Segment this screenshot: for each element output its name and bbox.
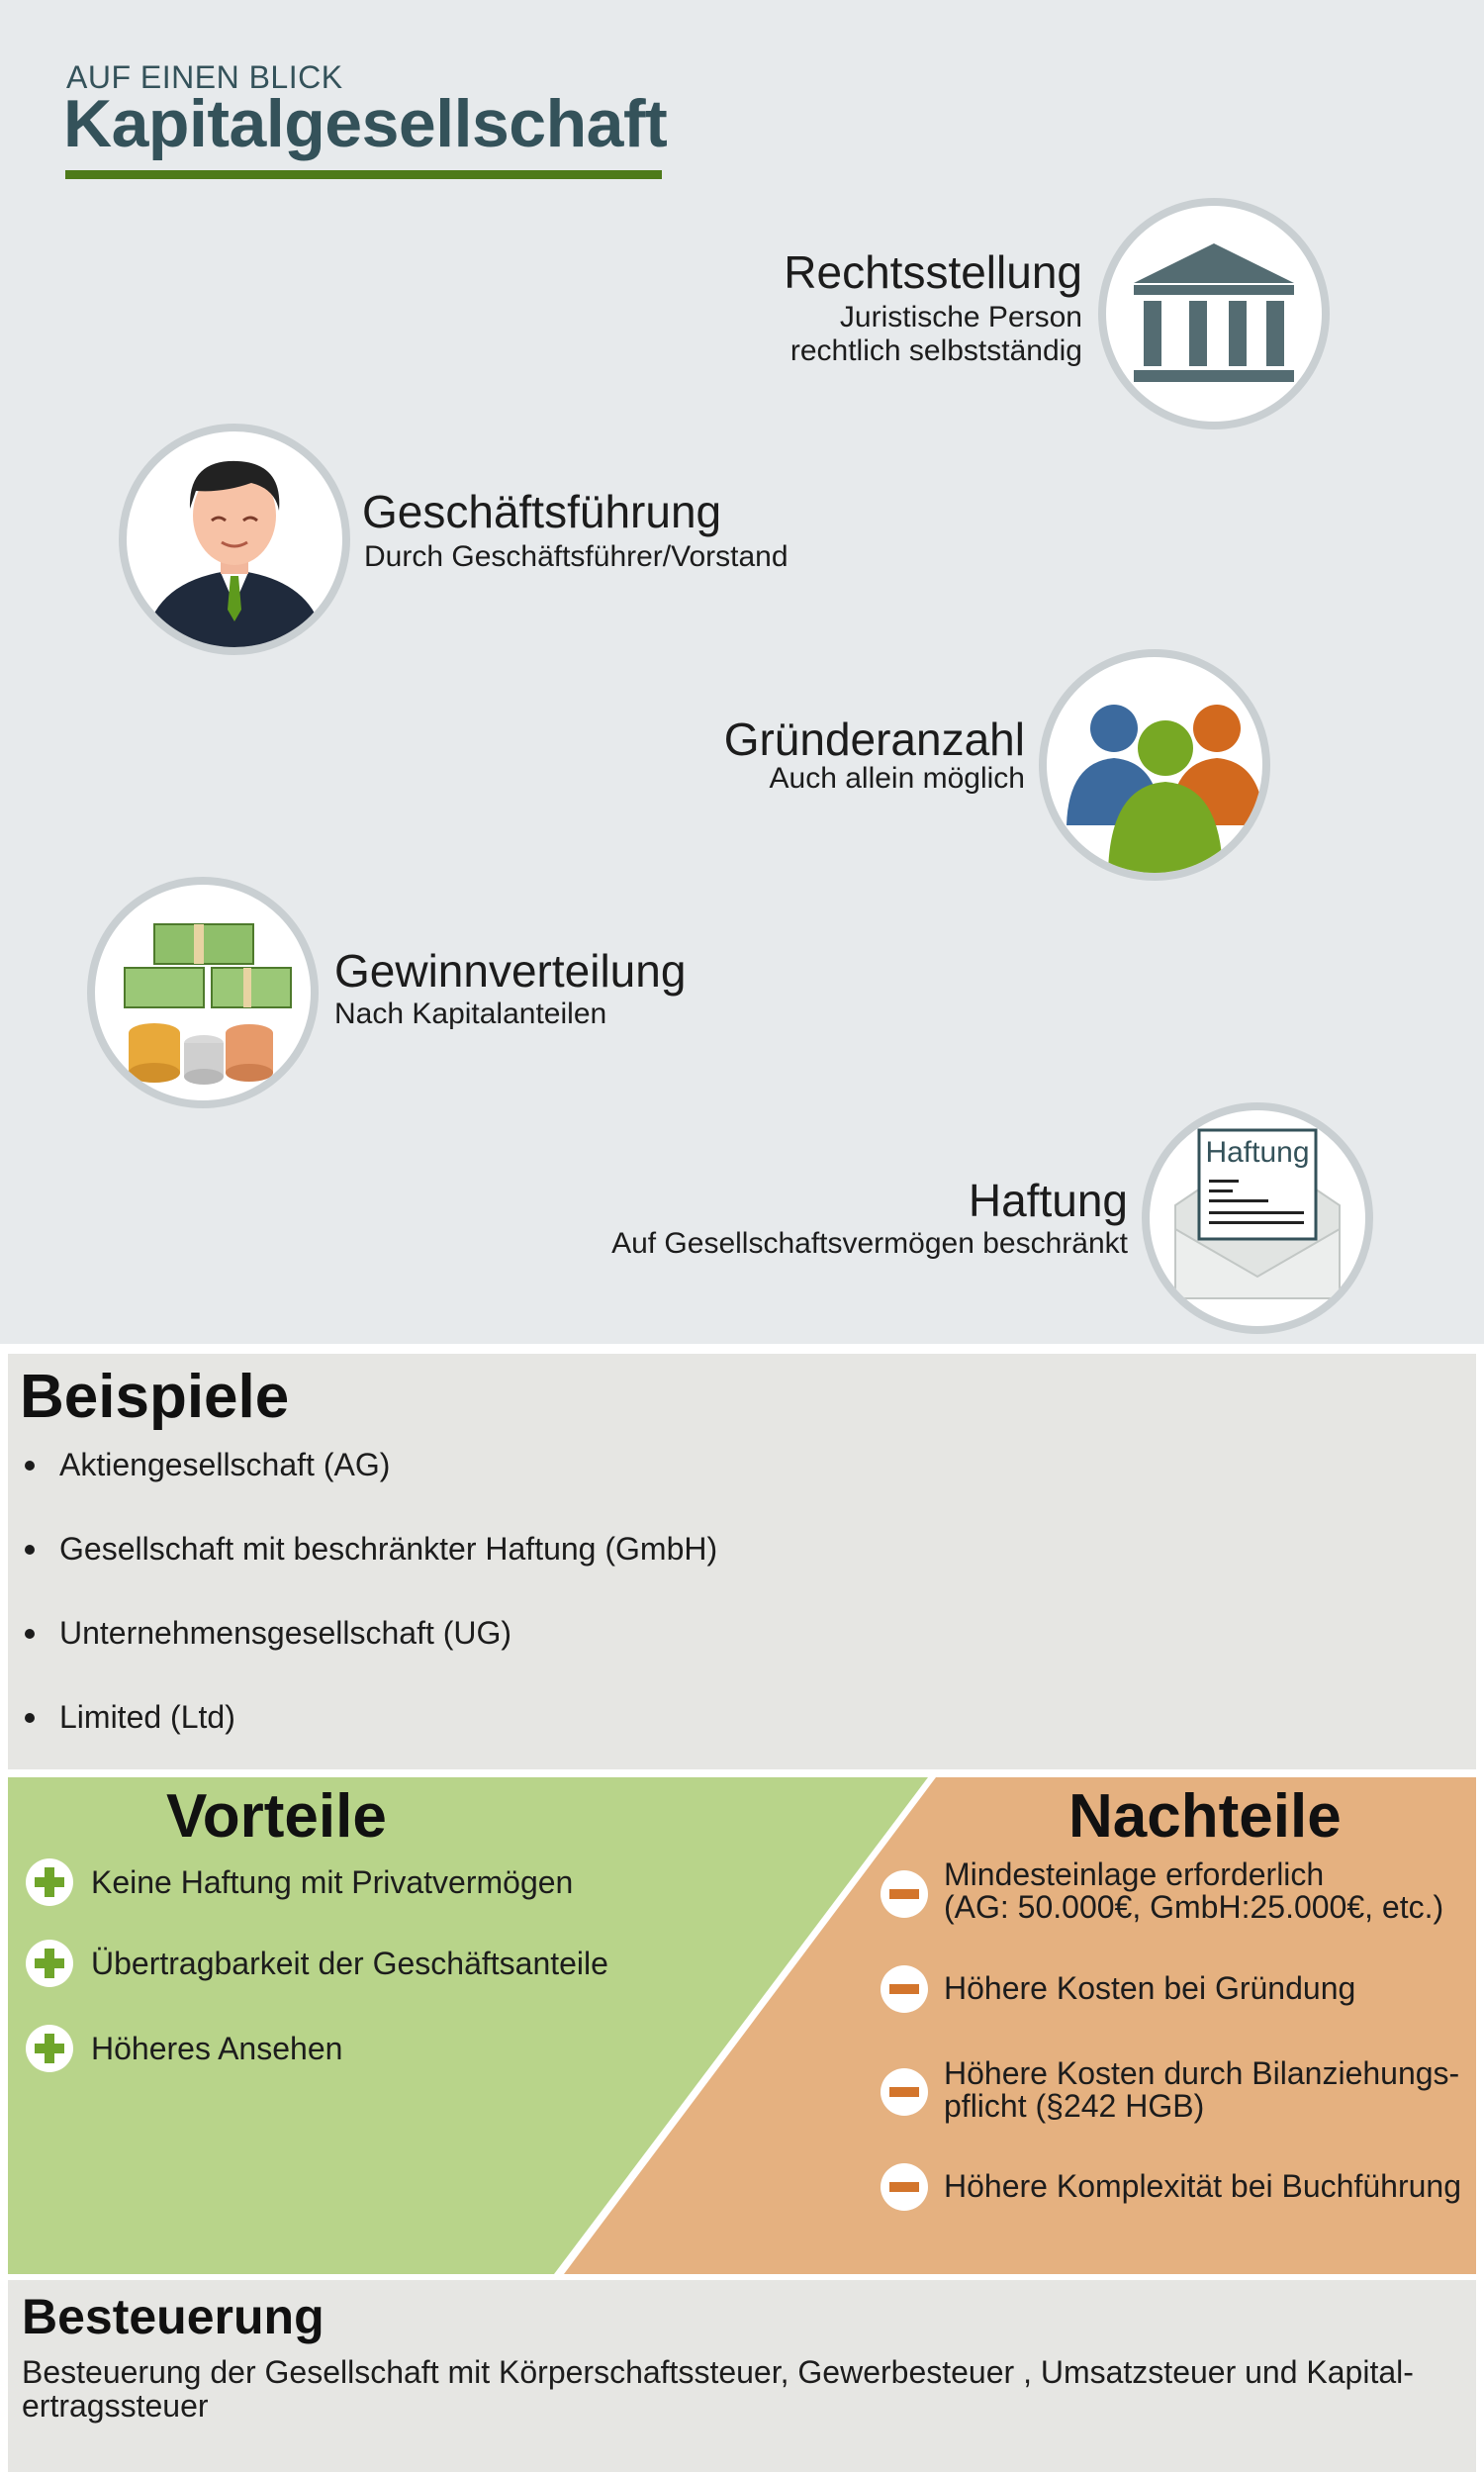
feature-heading-gewinnverteilung: Gewinnverteilung	[334, 945, 687, 997]
feature-heading-haftung: Haftung	[968, 1175, 1128, 1226]
feature-heading-gruenderanzahl: Gründeranzahl	[723, 714, 1025, 765]
plus-icon	[26, 2025, 73, 2072]
vorteil-item-2: Übertragbarkeit der Geschäftsanteile	[91, 1946, 608, 1981]
nachteil-item-2-line1: Höhere Kosten bei Gründung	[944, 1970, 1356, 2006]
feature-text-gewinnverteilung-1: Nach Kapitalanteilen	[334, 998, 607, 1030]
minus-icon	[881, 1870, 928, 1918]
nachteile-title: Nachteile	[1068, 1782, 1342, 1851]
envelope-label: Haftung	[1205, 1136, 1310, 1169]
list-item-label: Aktiengesellschaft (AG)	[59, 1447, 391, 1482]
nachteil-item-1-line2: (AG: 50.000€, GmbH:25.000€, etc.)	[944, 1889, 1444, 1925]
beispiele-title: Beispiele	[20, 1363, 290, 1431]
plus-icon	[26, 1858, 73, 1906]
feature-text-haftung-1: Auf Gesellschaftsvermögen beschränkt	[611, 1227, 1128, 1260]
besteuerung-text	[22, 2355, 1446, 2423]
nachteil-item-3-line1: Höhere Kosten durch Bilanziehungs-	[944, 2055, 1460, 2091]
feature-text-geschaeftsfuehrung-1: Durch Geschäftsführer/Vorstand	[364, 540, 788, 573]
minus-icon	[881, 2163, 928, 2211]
list-item-label: Gesellschaft mit beschränkter Haftung (GmbH)	[59, 1531, 718, 1567]
vorteil-item-1: Keine Haftung mit Privatvermögen	[91, 1864, 574, 1900]
besteuerung-title: Besteuerung	[22, 2289, 325, 2344]
minus-icon	[881, 2068, 928, 2116]
list-item-label: Unternehmensgesellschaft (UG)	[59, 1615, 512, 1651]
nachteil-item-4-line1: Höhere Komplexität bei Buchführung	[944, 2168, 1461, 2204]
plus-icon	[26, 1940, 73, 1987]
feature-text-rechtsstellung-1: Juristische Person	[839, 301, 1082, 333]
besteuerung-text-line1: Besteuerung der Gesellschaft mit Körperschaftssteuer, Gewerbesteuer , Umsatzsteuer und Kapital-	[22, 2354, 1414, 2390]
vorteile-title: Vorteile	[166, 1782, 387, 1851]
kicker: AUF EINEN BLICK	[66, 59, 343, 95]
feature-heading-rechtsstellung: Rechtsstellung	[784, 246, 1082, 298]
feature-heading-geschaeftsfuehrung: Geschäftsführung	[362, 486, 722, 537]
page-title: Kapitalgesellschaft	[63, 86, 668, 161]
besteuerung-text-line2: ertragssteuer	[22, 2388, 209, 2424]
nachteil-item-3-line2: pflicht (§242 HGB)	[944, 2088, 1205, 2124]
feature-text-rechtsstellung-2: rechtlich selbstständig	[789, 334, 1082, 367]
nachteil-item-1-line1: Mindesteinlage erforderlich	[944, 1856, 1325, 1892]
list-item-label: Limited (Ltd)	[59, 1699, 235, 1735]
vorteil-item-3: Höheres Ansehen	[91, 2031, 343, 2066]
minus-icon	[881, 1965, 928, 2013]
feature-text-gruenderanzahl-1: Auch allein möglich	[769, 762, 1025, 795]
